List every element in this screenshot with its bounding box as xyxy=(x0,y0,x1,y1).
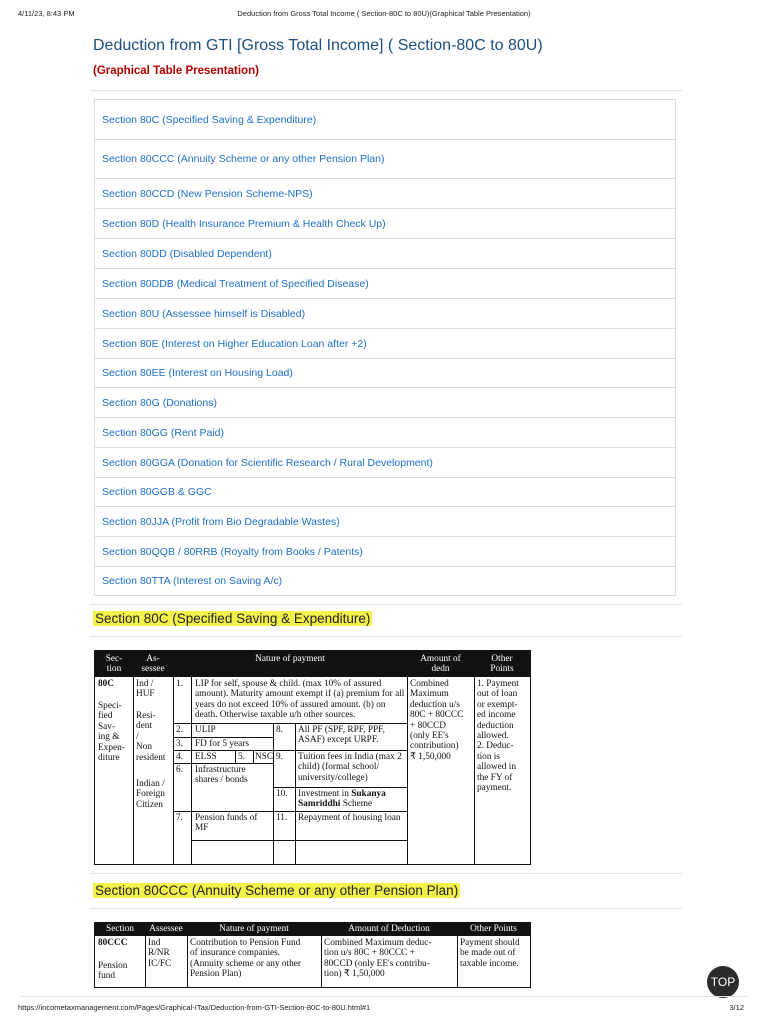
toc-link-80ddb[interactable]: Section 80DDB (Medical Treatment of Specified Disease) xyxy=(95,269,675,299)
col-amount-header: Amount of Deduction xyxy=(348,924,430,934)
toc-link-80ee[interactable]: Section 80EE (Interest on Housing Load) xyxy=(95,359,675,388)
item-number: 9. xyxy=(276,752,283,762)
item-number: 4. xyxy=(176,752,183,762)
col-section-header: Sec- tion xyxy=(105,654,123,674)
grid-line xyxy=(191,677,192,864)
assessee-residency: Resi- dent / Non resident xyxy=(136,711,166,763)
grid-line xyxy=(273,723,274,864)
item-sukanya: Investment in Sukanya Samriddhi Scheme xyxy=(298,789,386,810)
divider xyxy=(90,90,682,91)
toc-link-80jja[interactable]: Section 80JJA (Profit from Bio Degradable Wastes) xyxy=(95,507,675,537)
page-title: Deduction from GTI [Gross Total Income] ( Section-80C to 80U) xyxy=(93,37,543,54)
item-number: 11. xyxy=(276,813,288,823)
section-code: 80C xyxy=(98,679,115,689)
grid-line xyxy=(173,763,273,764)
divider xyxy=(90,636,682,637)
grid-line xyxy=(321,936,322,987)
section-80c-table xyxy=(94,650,531,865)
grid-line xyxy=(173,677,174,864)
grid-line xyxy=(273,750,407,751)
page-subtitle: (Graphical Table Presentation) xyxy=(93,65,259,77)
other-points: Payment should be made out of taxable income. xyxy=(460,938,520,969)
col-nature-header: Nature of payment xyxy=(219,924,289,934)
item-number: 10. xyxy=(276,789,288,799)
deduction-amount: Combined Maximum deduction u/s 80C + 80CCC + 80CCD (only EE's contribution) ₹ 1,50,000 xyxy=(410,679,464,762)
item-pension-mf: Pension funds of MF xyxy=(195,813,258,834)
toc-link-80ggb-ggc[interactable]: Section 80GGB & GGC xyxy=(95,478,675,507)
col-nature-header: Nature of payment xyxy=(255,654,325,664)
item-ulip: ULIP xyxy=(195,725,216,735)
grid-line xyxy=(273,787,407,788)
toc-link-80d[interactable]: Section 80D (Health Insurance Premium & Health Check Up) xyxy=(95,209,675,239)
grid-line xyxy=(173,811,407,812)
item-number: 1. xyxy=(176,679,183,689)
item-number: 7. xyxy=(176,813,183,823)
divider xyxy=(90,604,682,605)
assessee-citizenship: Indian / Foreign Citizen xyxy=(136,779,165,810)
toc-link-80u[interactable]: Section 80U (Assessee himself is Disabled) xyxy=(95,299,675,329)
grid-line xyxy=(474,677,475,864)
item-tuition: Tuition fees in India (max 2 child) (formal school/ university/college) xyxy=(298,752,402,783)
table-header xyxy=(95,651,530,677)
toc-link-80e[interactable]: Section 80E (Interest on Higher Education Loan after +2) xyxy=(95,329,675,359)
print-datetime: 4/11/23, 8:43 PM xyxy=(18,9,75,18)
section-description: Pension fund xyxy=(98,961,128,982)
col-section-header: Section xyxy=(106,924,134,934)
grid-line xyxy=(173,723,407,724)
grid-line xyxy=(457,936,458,987)
toc-link-80dd[interactable]: Section 80DD (Disabled Dependent) xyxy=(95,239,675,269)
section-80ccc-table xyxy=(94,922,531,988)
col-assessee-header: Assessee xyxy=(149,924,183,934)
grid-line xyxy=(253,750,254,763)
grid-line xyxy=(407,677,408,864)
grid-line xyxy=(295,723,296,864)
item-nsc: NSC xyxy=(255,752,274,762)
grid-line xyxy=(191,840,407,841)
item-number: 8. xyxy=(276,725,283,735)
toc-link-80c[interactable]: Section 80C (Specified Saving & Expenditure) xyxy=(95,100,675,140)
assessee-type: Ind / HUF xyxy=(136,679,155,700)
item-number: 3. xyxy=(176,739,183,749)
item-housing-loan: Repayment of housing loan xyxy=(298,813,401,823)
toc-link-80ccc[interactable]: Section 80CCC (Annuity Scheme or any other Pension Plan) xyxy=(95,140,675,179)
divider xyxy=(90,873,682,874)
toc-link-80gg[interactable]: Section 80GG (Rent Paid) xyxy=(95,418,675,448)
col-other-header: Other Points xyxy=(470,924,517,934)
item-number: 6. xyxy=(176,765,183,775)
item-pf: All PF (SPF, RPF, PPF, ASAF) except URPF. xyxy=(298,725,385,746)
item-lip: LIP for self, spouse & child. (max 10% of assured amount). Maturity amount exempt if (a) premium for all years do not exceed 10% of assured amount. (b) on death. Otherwise taxable u/h other sources. xyxy=(195,679,405,721)
col-amount-header: Amount of dedn xyxy=(420,654,461,674)
item-number: 5. xyxy=(238,752,245,762)
grid-line xyxy=(173,737,273,738)
print-page-title: Deduction from Gross Total Income ( Section-80C to 80U)(Graphical Table Presentation) xyxy=(237,9,531,18)
toc-link-80gga[interactable]: Section 80GGA (Donation for Scientific Research / Rural Development) xyxy=(95,448,675,478)
item-infrastructure: Infrastructure shares / bonds xyxy=(195,765,248,786)
deduction-amount: Combined Maximum deduc- tion u/s 80C + 80CCC + 80CCD (only EE's contribu- tion) ₹ 1,50,000 xyxy=(324,938,432,980)
nature-of-payment: Contribution to Pension Fund of insurance companies. (Annuity scheme or any other Pension Plan) xyxy=(190,938,302,980)
section-code: 80CCC xyxy=(98,938,128,948)
toc-link-80ccd[interactable]: Section 80CCD (New Pension Scheme-NPS) xyxy=(95,179,675,209)
print-page-number: 3/12 xyxy=(729,1003,744,1012)
toc-link-80tta[interactable]: Section 80TTA (Interest on Saving A/c) xyxy=(95,567,675,596)
toc-list xyxy=(94,99,676,596)
grid-line xyxy=(133,677,134,864)
scroll-to-top-button[interactable]: TOP xyxy=(707,966,739,998)
grid-line xyxy=(187,936,188,987)
print-url: https://incometaxmanagement.com/Pages/Graphical-ITax/Deduction-from-GTI-Section-80C-to-80U.html#1 xyxy=(18,1003,371,1012)
item-fd: FD for 5 years xyxy=(195,739,249,749)
section-80c-heading: Section 80C (Specified Saving & Expenditure) xyxy=(95,611,371,626)
grid-line xyxy=(173,750,273,751)
item-elss: ELSS xyxy=(195,752,217,762)
other-points: 1. Payment out of loan or exempt- ed income deduction allowed. 2. Deduc- tion is allowed in the FY of payment. xyxy=(477,679,519,794)
col-other-header: Other Points xyxy=(490,654,514,674)
col-assessee-header: As- sessee xyxy=(141,654,165,674)
section-80ccc-heading: Section 80CCC (Annuity Scheme or any other Pension Plan) xyxy=(95,883,459,898)
divider xyxy=(20,996,748,997)
toc-link-80qqb-80rrb[interactable]: Section 80QQB / 80RRB (Royalty from Books / Patents) xyxy=(95,537,675,567)
item-number: 2. xyxy=(176,725,183,735)
divider xyxy=(90,908,682,909)
section-description: Speci- fied Sav- ing & Expen- diture xyxy=(98,701,125,764)
grid-line xyxy=(235,750,236,763)
assessee-type: Ind R/NR IC/FC xyxy=(148,938,172,969)
toc-link-80g[interactable]: Section 80G (Donations) xyxy=(95,388,675,418)
table-header xyxy=(95,923,530,936)
grid-line xyxy=(145,936,146,987)
